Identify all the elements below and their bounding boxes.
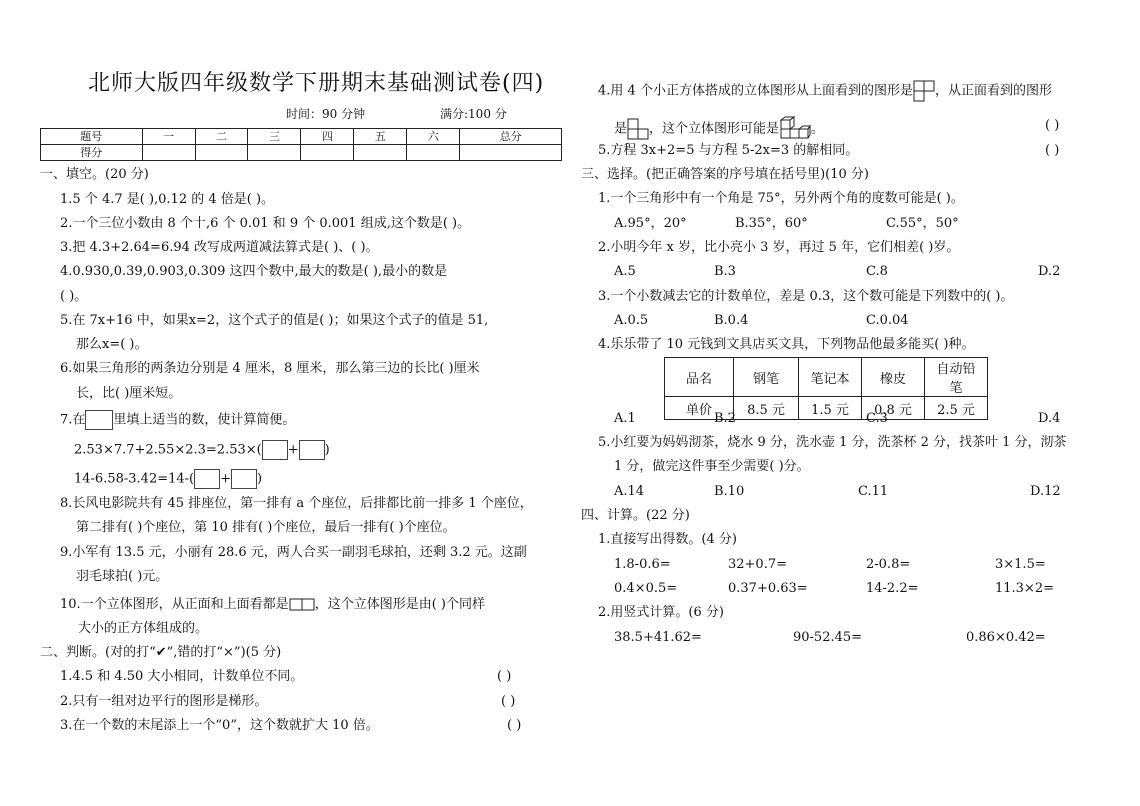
- two-squares-view-icon: [289, 598, 315, 612]
- option-b[interactable]: B.0.4: [714, 313, 749, 328]
- front-view-icon: [627, 118, 649, 140]
- s1-question-9: 9.小军有 13.5 元，小丽有 28.6 元，两人合买一副羽毛球拍，还剩 3.2 元。这副: [60, 545, 527, 560]
- price-table-row-names: [665, 358, 988, 397]
- s2-question-2: 2.只有一组对边平行的图形是梯形。: [60, 694, 268, 709]
- price-table: [664, 357, 988, 420]
- section2-title: 二、判断。(对的打“✔”,错的打“×”)(5 分): [40, 645, 282, 660]
- option-c[interactable]: C.8: [866, 264, 888, 279]
- option-d[interactable]: D.2: [1038, 264, 1061, 279]
- s2-question-4: [598, 80, 1052, 102]
- answer-paren[interactable]: ( ): [501, 694, 516, 709]
- vertical-calc-item: 38.5+41.62=: [614, 630, 702, 645]
- score-header-cell: 二: [195, 129, 248, 145]
- price-table-row-prices: [665, 397, 988, 420]
- close-paren: ): [324, 442, 330, 458]
- score-table-header-row: [41, 129, 562, 145]
- page-title: 北师大版四年级数学下册期末基础测试卷(四): [88, 71, 545, 96]
- price-cell: 品名: [665, 358, 734, 397]
- cube-stack-icon: [779, 116, 811, 142]
- s1-question-4: 4.0.930,0.39,0.903,0.309 这四个数中,最大的数是( ),最小的数是: [60, 264, 448, 279]
- s1-question-6-cont: 长，比( )厘米短。: [76, 386, 182, 401]
- s2-question-1: 1.4.5 和 4.50 大小相同，计数单位不同。: [60, 669, 304, 684]
- score-cell[interactable]: [195, 145, 248, 161]
- s1-question-8: 8.长风电影院共有 45 排座位，第一排有 a 个座位，后排都比前一排多 1 个座位，: [60, 496, 533, 511]
- score-header-cell: 五: [354, 129, 407, 145]
- score-cell[interactable]: [142, 145, 195, 161]
- option-c[interactable]: C.55°，50°: [886, 216, 959, 231]
- q4-text-a: 4.用 4 个小正方体搭成的立体图形从上面看到的图形是: [598, 83, 913, 99]
- q4-text-e: 。: [811, 121, 825, 137]
- calc-item: 0.37+0.63=: [728, 581, 808, 596]
- q7-text-b: 里填上适当的数，使计算简便。: [113, 412, 296, 428]
- s4-subtitle-2: 2.用竖式计算。(6 分): [598, 605, 724, 620]
- score-header-cell: 一: [142, 129, 195, 145]
- score-header-cell: 题号: [41, 129, 143, 145]
- q7-expression-1: 2.53×7.7+2.55×2.3=2.53×(: [74, 442, 262, 458]
- score-header-cell: 三: [248, 129, 301, 145]
- full-score: 满分:100 分: [440, 107, 507, 121]
- s4-subtitle-1: 1.直接写出得数。(4 分): [598, 532, 737, 547]
- q7-expression-2: 14-6.58-3.42=14-(: [74, 471, 195, 487]
- q4-text-c: 是: [614, 121, 628, 137]
- s3-question-5-cont: 1 分，做完这件事至少需要( )分。: [614, 459, 810, 474]
- s3-question-4: 4.乐乐带了 10 元钱到文具店买文具，下列物品他最多能买( )种。: [598, 337, 975, 352]
- s1-question-5-cont: 那么x=( )。: [76, 337, 148, 352]
- exam-time: 时间：90 分钟: [286, 107, 366, 121]
- q4-text-d: ，这个立体图形可能是: [649, 121, 780, 137]
- q10-text-a: 10.一个立体图形，从正面和上面看都是: [60, 597, 289, 612]
- s2-question-4-cont: [614, 116, 824, 142]
- score-cell[interactable]: [248, 145, 301, 161]
- s1-question-3: 3.把 4.3+2.64=6.94 改写成两道减法算式是( )、( )。: [60, 240, 379, 255]
- price-cell: 1.5 元: [799, 397, 862, 420]
- option-b[interactable]: B.3: [714, 264, 736, 279]
- option-a[interactable]: A.5: [614, 264, 636, 279]
- answer-paren[interactable]: ( ): [497, 669, 512, 684]
- section1-title: 一、填空。(20 分): [40, 167, 149, 182]
- option-d[interactable]: D.12: [1030, 484, 1061, 499]
- s1-question-8-cont: 第二排有( )个座位，第 10 排有( )个座位，最后一排有( )个座位。: [76, 520, 456, 535]
- price-cell: 自动铅笔: [925, 358, 988, 397]
- calc-item: 11.3×2=: [995, 581, 1055, 596]
- price-cell: 2.5 元: [925, 397, 988, 420]
- s2-question-5: 5.方程 3x+2=5 与方程 5-2x=3 的解相同。: [598, 143, 859, 158]
- calc-item: 1.8-0.6=: [614, 557, 671, 572]
- price-cell: 8.5 元: [734, 397, 799, 420]
- answer-box[interactable]: [231, 469, 257, 489]
- vertical-calc-item: 0.86×0.42=: [966, 630, 1046, 645]
- calc-item: 2-0.8=: [866, 557, 911, 572]
- score-cell[interactable]: [460, 145, 562, 161]
- option-b[interactable]: B.2: [714, 411, 736, 426]
- s3-question-3: 3.一个小数减去它的计数单位，差是 0.3，这个数可能是下列数中的( )。: [598, 289, 1014, 304]
- option-d[interactable]: D.4: [1038, 411, 1061, 426]
- s1-question-10-cont: 大小的正方体组成的。: [78, 621, 209, 636]
- answer-paren[interactable]: ( ): [507, 718, 522, 733]
- price-cell: 笔记本: [799, 358, 862, 397]
- s1-question-7-line1: [74, 440, 330, 460]
- plus-sign: +: [220, 471, 232, 487]
- option-c[interactable]: C.0.04: [866, 313, 909, 328]
- plus-sign: +: [287, 442, 299, 458]
- close-paren: ): [257, 471, 263, 487]
- answer-box[interactable]: [85, 410, 113, 430]
- vertical-calc-item: 90-52.45=: [793, 630, 863, 645]
- score-table: [40, 128, 562, 161]
- s1-question-4-cont: ( )。: [60, 289, 88, 304]
- option-b[interactable]: B.10: [714, 484, 745, 499]
- score-header-cell: 总分: [460, 129, 562, 145]
- score-table-score-row: [41, 145, 562, 161]
- answer-paren[interactable]: ( ): [1045, 143, 1060, 158]
- price-cell: 钢笔: [734, 358, 799, 397]
- s1-question-5: 5.在 7x+16 中，如果x=2，这个式子的值是( )；如果这个式子的值是 51,: [60, 313, 489, 328]
- option-c[interactable]: C.3: [866, 411, 888, 426]
- q10-text-b: ，这个立体图形是由( )个同样: [314, 597, 485, 612]
- calc-item: 14-2.2=: [866, 581, 919, 596]
- score-cell[interactable]: [301, 145, 354, 161]
- s1-question-7: [60, 410, 295, 430]
- option-a[interactable]: A.0.5: [614, 313, 649, 328]
- option-a[interactable]: A.1: [614, 411, 636, 426]
- price-cell: 单价: [665, 397, 734, 420]
- price-cell: 0.8 元: [862, 397, 925, 420]
- calc-item: 32+0.7=: [728, 557, 788, 572]
- s1-question-9-cont: 羽毛球拍( )元。: [76, 569, 169, 584]
- s1-question-7-line2: [74, 469, 262, 489]
- s1-question-2: 2.一个三位小数由 8 个十,6 个 0.01 和 9 个 0.001 组成,这个数是( )。: [60, 216, 471, 231]
- answer-box[interactable]: [262, 440, 288, 460]
- calc-item: 3×1.5=: [995, 557, 1046, 572]
- s1-question-1: 1.5 个 4.7 是( ),0.12 的 4 倍是( )。: [60, 192, 275, 207]
- s1-question-10: [60, 597, 485, 613]
- top-view-icon: [913, 80, 935, 102]
- score-header-cell: 四: [301, 129, 354, 145]
- score-cell[interactable]: [354, 145, 407, 161]
- s2-question-3: 3.在一个数的末尾添上一个“0”，这个数就扩大 10 倍。: [60, 718, 379, 733]
- score-row-label: 得分: [41, 145, 143, 161]
- score-header-cell: 六: [407, 129, 460, 145]
- option-a[interactable]: A.95°，20°: [614, 216, 687, 231]
- s3-question-5: 5.小红要为妈妈沏茶，烧水 9 分，洗水壶 1 分，洗茶杯 2 分，找茶叶 1 分，沏茶: [598, 435, 1067, 450]
- s3-question-1: 1.一个三角形中有一个角是 75°，另外两个角的度数可能是( )。: [598, 191, 964, 206]
- option-b[interactable]: B.35°，60°: [735, 216, 808, 231]
- s3-question-2: 2.小明今年 x 岁，比小亮小 3 岁，再过 5 年，它们相差( )岁。: [598, 240, 960, 255]
- section4-title: 四、计算。(22 分): [581, 508, 690, 523]
- option-a[interactable]: A.14: [614, 484, 645, 499]
- section3-title: 三、选择。(把正确答案的序号填在括号里)(10 分): [581, 167, 869, 182]
- option-c[interactable]: C.11: [858, 484, 889, 499]
- score-cell[interactable]: [407, 145, 460, 161]
- answer-box[interactable]: [299, 440, 325, 460]
- price-cell: 橡皮: [862, 358, 925, 397]
- answer-box[interactable]: [194, 469, 220, 489]
- q7-text-a: 7.在: [60, 412, 86, 428]
- calc-item: 0.4×0.5=: [614, 581, 678, 596]
- q4-text-b: ，从正面看到的图形: [934, 83, 1052, 99]
- answer-paren[interactable]: ( ): [1045, 118, 1060, 133]
- s1-question-6: 6.如果三角形的两条边分别是 4 厘米，8 厘米，那么第三边的长比( )厘米: [60, 361, 480, 376]
